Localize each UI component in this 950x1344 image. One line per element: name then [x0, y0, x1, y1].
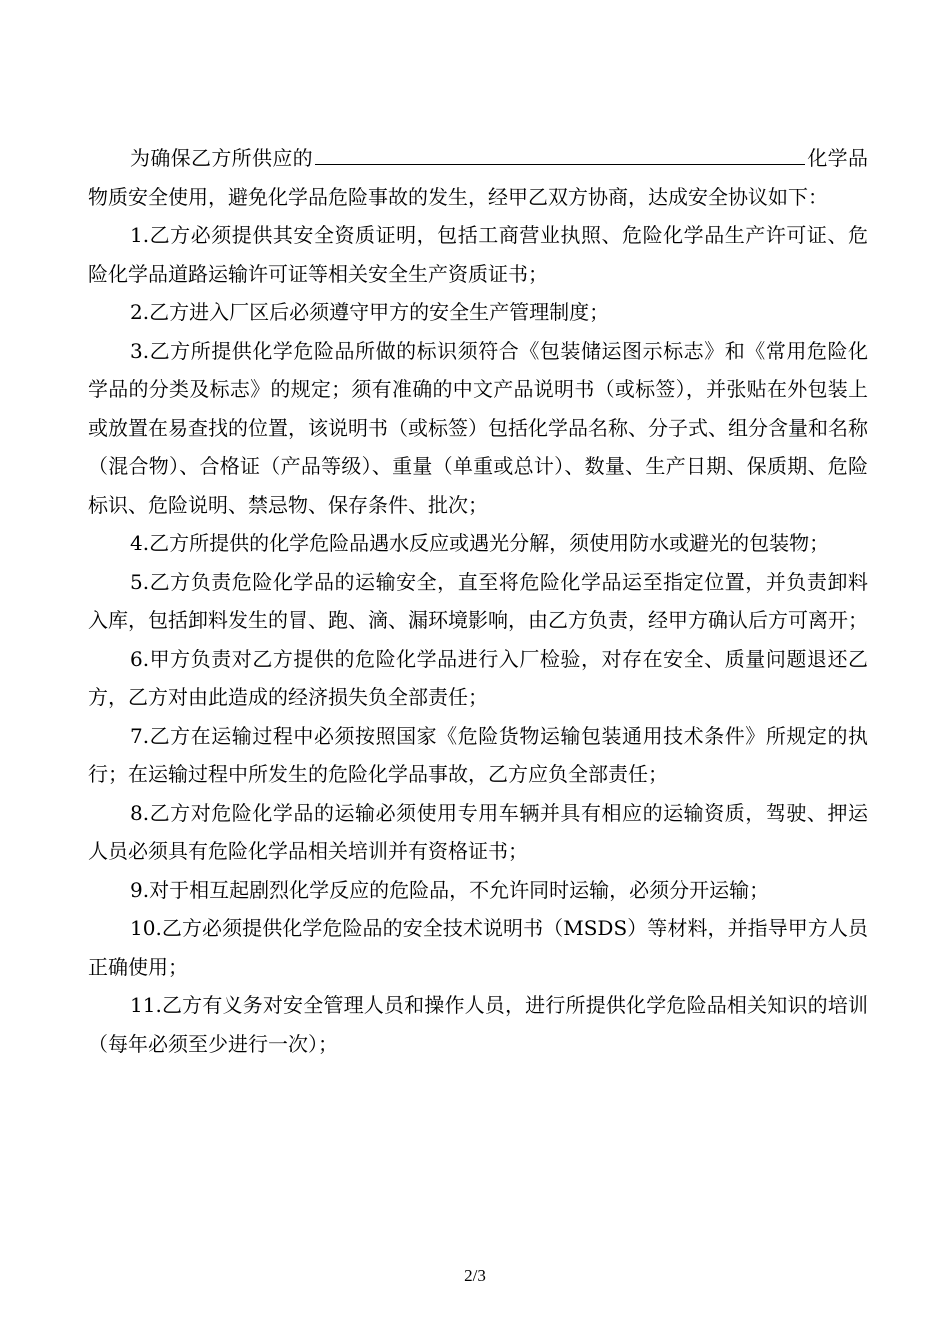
- intro-paragraph: [88, 139, 868, 216]
- clause-4: 4.乙方所提供的化学危险品遇水反应或遇光分解，须使用防水或避光的包装物；: [130, 531, 830, 555]
- intro-text-before: 为确保乙方所供应的: [130, 146, 313, 170]
- clause-5: 5.乙方负责危险化学品的运输安全，直至将危险化学品运至指定位置，并负责卸料入库，包括卸料发生的冒、跑、滴、漏环境影响，由乙方负责，经甲方确认后方可离开；: [88, 569, 868, 632]
- page-number: 2/3: [464, 1266, 486, 1285]
- clause-1: 1.乙方必须提供其安全资质证明，包括工商营业执照、危险化学品生产许可证、危险化学品道路运输许可证等相关安全生产资质证书；: [88, 223, 868, 286]
- clause-6: 6.甲方负责对乙方提供的危险化学品进行入厂检验，对存在安全、质量问题退还乙方，乙方对由此造成的经济损失负全部责任；: [88, 646, 868, 709]
- clause-8: 8.乙方对危险化学品的运输必须使用专用车辆并具有相应的运输资质，驾驶、押运人员必须具有危险化学品相关培训并有资格证书；: [88, 800, 868, 863]
- clause-7: 7.乙方在运输过程中必须按照国家《危险货物运输包装通用技术条件》所规定的执行；在运输过程中所发生的危险化学品事故，乙方应负全部责任；: [88, 723, 868, 786]
- clause-3: 3.乙方所提供化学危险品所做的标识须符合《包装储运图示标志》和《常用危险化学品的分类及标志》的规定；须有准确的中文产品说明书（或标签），并张贴在外包装上或放置在易查找的位置，该说明书（或标签）包括化学品名称、分子式、组分含量和名称（混合物）、合格证（产品等级）、重量（单重或总计）、数量、生产日期、保质期、危险标识、危险说明、禁忌物、保存条件、批次；: [88, 338, 868, 517]
- intro-text-after: 化学品物质安全使用，避免化学品危险事故的发生，经甲乙双方协商，达成安全协议如下：: [88, 146, 868, 209]
- product-name-blank: [315, 140, 805, 165]
- clause-11: 11.乙方有义务对安全管理人员和操作人员，进行所提供化学危险品相关知识的培训（每年必须至少进行一次）；: [88, 993, 868, 1056]
- document-body: [88, 139, 868, 1063]
- clause-10: 10.乙方必须提供化学危险品的安全技术说明书（MSDS）等材料，并指导甲方人员正确使用；: [88, 916, 868, 979]
- clause-9: 9.对于相互起剧烈化学反应的危险品，不允许同时运输，必须分开运输；: [130, 877, 770, 902]
- clause-2: 2.乙方进入厂区后必须遵守甲方的安全生产管理制度；: [130, 300, 610, 324]
